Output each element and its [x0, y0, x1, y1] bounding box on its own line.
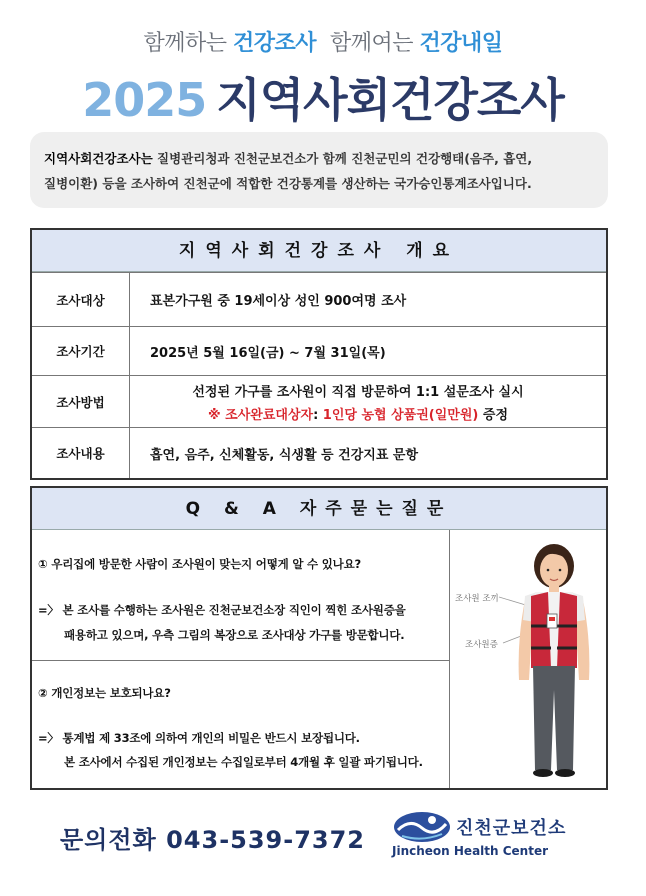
tagline	[0, 26, 646, 57]
row-label: 조사기간	[32, 327, 130, 375]
row-value: 선정된 가구를 조사원이 직접 방문하여 1:1 설문조사 실시	[192, 384, 524, 400]
reference-mark: ※	[207, 407, 226, 423]
note-end: 증정	[478, 407, 509, 423]
qa-divider	[32, 660, 450, 661]
contact-phone: 문의전화 043-539-7372	[60, 826, 366, 854]
row-value: 흡연, 음주, 신체활동, 식생활 등 건강지표 문항	[150, 447, 419, 463]
org-name-en: Jincheon Health Center	[392, 844, 549, 858]
row-value: 2025년 5월 16일(금) ~ 7월 31일(목)	[150, 345, 386, 361]
tagline-highlight-1: 건강조사	[232, 31, 316, 56]
row-label: 조사방법	[32, 376, 130, 427]
overview-title: 지역사회건강조사 개요	[32, 230, 606, 272]
health-center-logo	[392, 808, 582, 864]
tagline-highlight-2: 건강내일	[419, 31, 503, 56]
row-label: 조사내용	[32, 428, 130, 478]
title-text: 지역사회건강조사	[216, 73, 564, 127]
reward-note	[208, 404, 508, 423]
answer-2-line2: 본 조사에서 수집된 개인정보는 수집일로부터 4개월 후 일괄 파기됩니다.	[64, 755, 423, 769]
question-1: ① 우리집에 방문한 사람이 조사원이 맞는지 어떻게 알 수 있나요?	[38, 557, 361, 571]
question-2: ② 개인정보는 보호되나요?	[38, 686, 171, 700]
answer-2-line1: =〉 통계법 제 33조에 의하여 개인의 비밀은 반드시 보장됩니다.	[38, 731, 360, 745]
surveyor-illustration	[451, 530, 606, 788]
surveyor-figure-icon	[451, 530, 606, 788]
note-target: 조사완료대상자	[225, 407, 314, 423]
intro-line2: 질병이환) 등을 조사하여 진천군에 적합한 건강통계를 생산하는 국가승인통계조사입니다.	[44, 176, 532, 191]
table-row	[32, 272, 606, 326]
note-reward: 1인당 농협 상품권(일만원)	[322, 407, 479, 423]
intro-line1: 질병관리청과 진천군보건소가 함께 진천군민의 건강행태(음주, 흡연,	[152, 151, 533, 166]
title-year: 2025	[82, 73, 207, 127]
callout-vest: 조사원 조끼	[455, 594, 499, 604]
qa-section	[30, 486, 608, 790]
answer-1-line2: 패용하고 있으며, 우측 그림의 복장으로 조사대상 가구를 방문합니다.	[64, 628, 405, 642]
overview-table	[30, 228, 608, 480]
answer-1-line1: =〉 본 조사를 수행하는 조사원은 진천군보건소장 직인이 찍힌 조사원증을	[38, 603, 406, 617]
table-row	[32, 326, 606, 375]
page-title	[0, 64, 646, 130]
row-label: 조사대상	[32, 273, 130, 326]
tagline-part2: 함께여는	[330, 31, 420, 56]
callout-badge: 조사원증	[465, 640, 498, 650]
org-name: 진천군보건소	[456, 818, 567, 839]
note-colon: :	[313, 407, 323, 423]
health-center-emblem-icon	[392, 810, 452, 844]
table-row	[32, 427, 606, 478]
intro-box	[30, 132, 608, 208]
qa-title: Q & A 자주묻는질문	[32, 488, 606, 530]
intro-lead: 지역사회건강조사는	[44, 151, 153, 166]
table-row	[32, 375, 606, 427]
tagline-part1: 함께하는	[143, 31, 233, 56]
row-value: 표본가구원 중 19세이상 성인 900여명 조사	[150, 294, 407, 309]
